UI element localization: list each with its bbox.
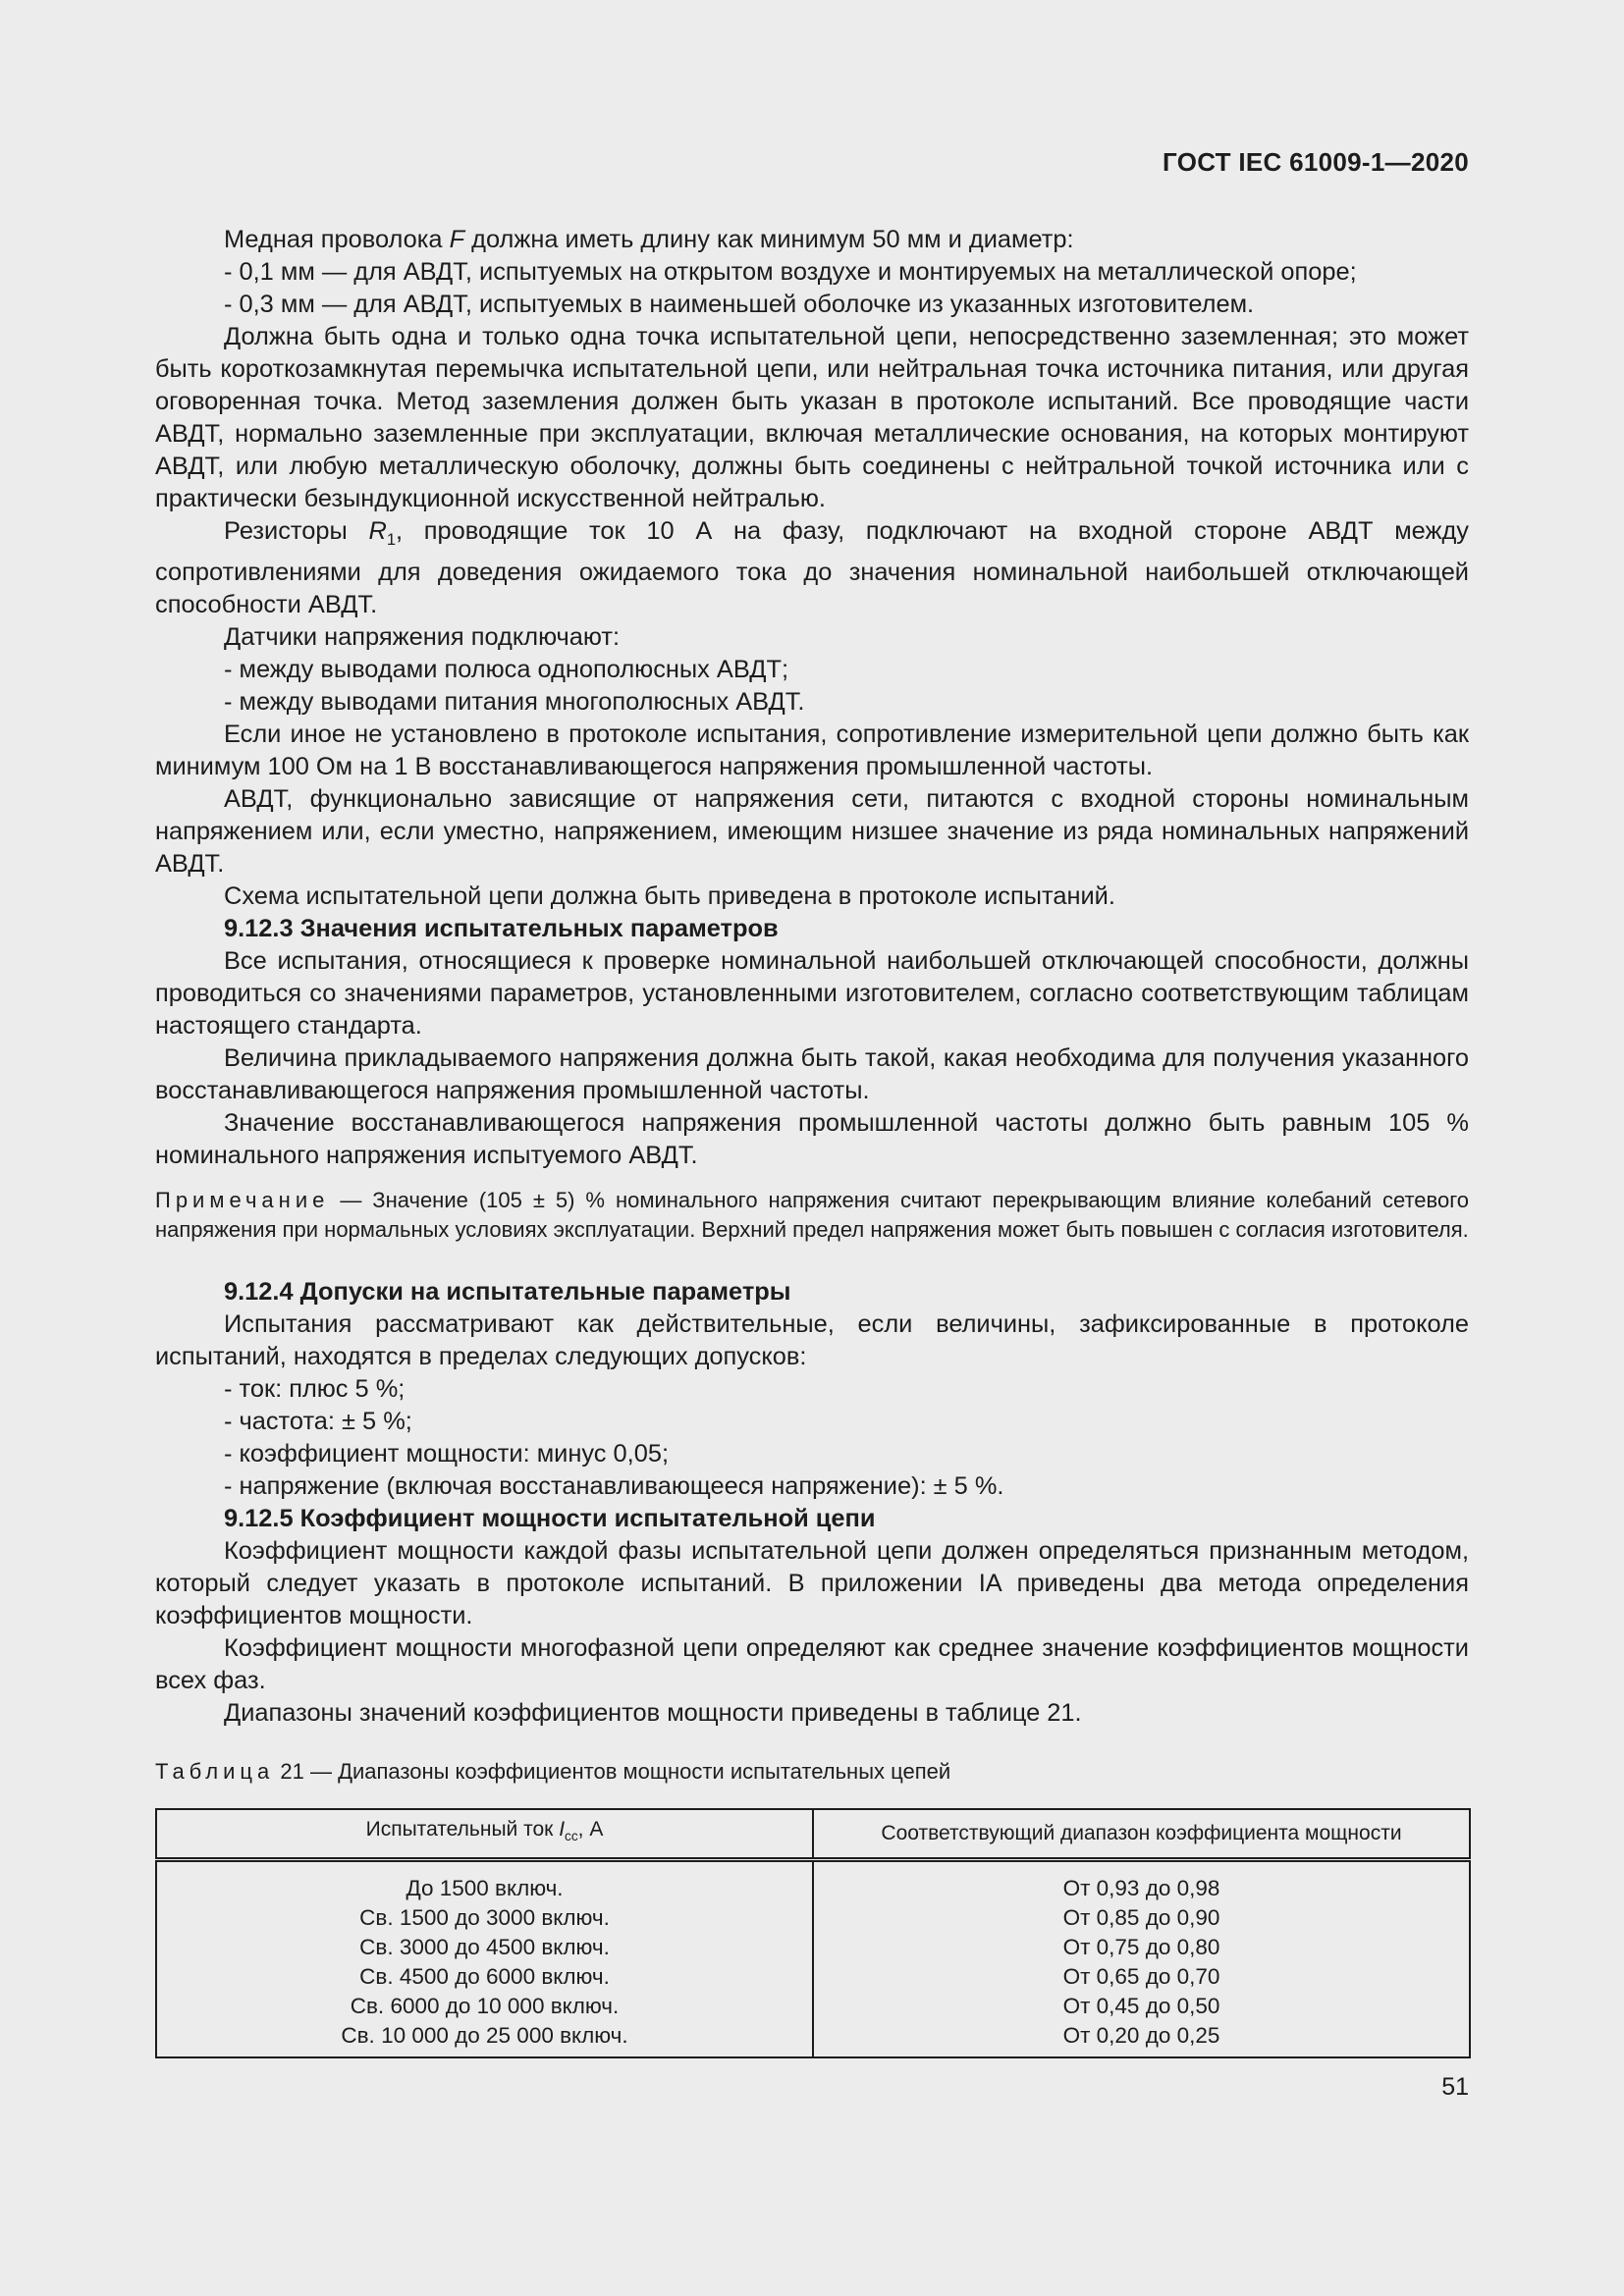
document-id-header: ГОСТ IEC 61009-1—2020 [1163, 147, 1469, 177]
list-item: - между выводами полюса однополюсных АВДТ; [224, 656, 789, 684]
paragraph-all-tests: Все испытания, относящиеся к проверке номинальной наибольшей отключающей способности, должны проводиться со значениями параметров, установленными изготовителем, согласно соответствующим таблицам настоящего стандарта. [155, 947, 1469, 1041]
paragraph-polyphase: Коэффициент мощности многофазной цепи определяют как среднее значение коэффициентов мощности всех фаз. [155, 1634, 1469, 1695]
section-heading-9-12-4: 9.12.4 Допуски на испытательные параметры [224, 1278, 791, 1307]
table-caption: Таблица 21 — Диапазоны коэффициентов мощности испытательных цепей [155, 1759, 951, 1785]
list-item: - между выводами питания многополюсных АВДТ. [224, 688, 805, 717]
section-heading-9-12-3: 9.12.3 Значения испытательных параметров [224, 915, 779, 943]
list-item: - напряжение (включая восстанавливающееся напряжение): ± 5 %. [224, 1472, 1004, 1501]
paragraph-voltage-sensors: Датчики напряжения подключают: [224, 623, 621, 652]
page-number: 51 [1441, 2073, 1469, 2101]
table-row: До 1500 включ. От 0,93 до 0,98 [156, 1860, 1470, 1904]
document-body [155, 224, 1469, 2058]
note: Примечание — Значение (105 ± 5) % номинального напряжения считают перекрывающим влияние колебаний сетевого напряжения при нормальных условиях эксплуатации. Верхний предел напряжения может быть повышен с согласия изготовителя. [155, 1188, 1469, 1243]
list-item: - 0,1 мм — для АВДТ, испытуемых на открытом воздухе и монтируемых на металлической опоре; [224, 258, 1357, 286]
paragraph-dependent-rcbo: АВДТ, функционально зависящие от напряжения сети, питаются с входной стороны номинальным напряжением или, если уместно, напряжением, имеющим низшее значение из ряда номинальных напряжений АВДТ. [155, 785, 1469, 879]
paragraph-measuring-circuit: Если иное не установлено в протоколе испытания, сопротивление измерительной цепи должно быть как минимум 100 Ом на 1 В восстанавливающегося напряжения промышленной частоты. [155, 721, 1469, 781]
paragraph-grounding: Должна быть одна и только одна точка испытательной цепи, непосредственно заземленная; это может быть короткозамкнутая перемычка испытательной цепи, или нейтральная точка источника питания, или другая оговоренная точка. Метод заземления должен быть указан в протоколе испытаний. Все проводящие части АВДТ, нормально заземленные при эксплуатации, включая металлические основания, на которых монтируют АВДТ, или любую металлическую оболочку, должны быть соединены с нейтральной точкой источника или с практически безындукционной искусственной нейтралью. [155, 323, 1469, 512]
table-row: Св. 1500 до 3000 включ. От 0,85 до 0,90 [156, 1903, 1470, 1933]
paragraph-copper-wire: Медная проволока F должна иметь длину как минимум 50 мм и диаметр: [224, 226, 1074, 253]
paragraph-resistors: Резисторы $R_1$, проводящие ток 10 А на фазу, подключают на входной стороне АВДТ между сопротивлениями для доведения ожидаемого тока до значения номинальной наибольшей отключающей способности АВДТ. [155, 517, 1469, 619]
paragraph-recovery-voltage: Значение восстанавливающегося напряжения промышленной частоты должно быть равным 105 % номинального напряжения испытуемого АВДТ. [155, 1109, 1469, 1170]
list-item: - 0,3 мм — для АВДТ, испытуемых в наименьшей оболочке из указанных изготовителем. [224, 291, 1255, 318]
column-header-power-factor: Соответствующий диапазон коэффициента мощности [813, 1809, 1470, 1860]
table-row: Св. 10 000 до 25 000 включ. От 0,20 до 0,25 [156, 2021, 1470, 2057]
note-label: Примечание [155, 1188, 330, 1213]
paragraph-tolerances: Испытания рассматривают как действительные, если величины, зафиксированные в протоколе испытаний, находятся в пределах следующих допусков: [155, 1310, 1469, 1371]
power-factor-table [155, 1808, 1471, 2058]
list-item: - коэффициент мощности: минус 0,05; [224, 1440, 670, 1468]
paragraph-circuit-diagram: Схема испытательной цепи должна быть приведена в протоколе испытаний. [224, 882, 1115, 911]
paragraph-applied-voltage: Величина прикладываемого напряжения должна быть такой, какая необходима для получения указанного восстанавливающегося напряжения промышленной частоты. [155, 1044, 1469, 1105]
table-row: Св. 6000 до 10 000 включ. От 0,45 до 0,50 [156, 1992, 1470, 2021]
paragraph-table-ref: Диапазоны значений коэффициентов мощности приведены в таблице 21. [224, 1699, 1082, 1728]
table-row: Св. 3000 до 4500 включ. От 0,75 до 0,80 [156, 1933, 1470, 1962]
list-item: - частота: ± 5 %; [224, 1408, 412, 1436]
paragraph-power-factor: Коэффициент мощности каждой фазы испытательной цепи должен определяться признанным методом, который следует указать в протоколе испытаний. В приложении IA приведены два метода определения коэффициентов мощности. [155, 1537, 1469, 1630]
column-header-test-current: Испытательный ток $I_{cc}$, А [156, 1809, 813, 1860]
list-item: - ток: плюс 5 %; [224, 1375, 406, 1404]
section-heading-9-12-5: 9.12.5 Коэффициент мощности испытательной цепи [224, 1505, 876, 1533]
table-row: Св. 4500 до 6000 включ. От 0,65 до 0,70 [156, 1962, 1470, 1992]
